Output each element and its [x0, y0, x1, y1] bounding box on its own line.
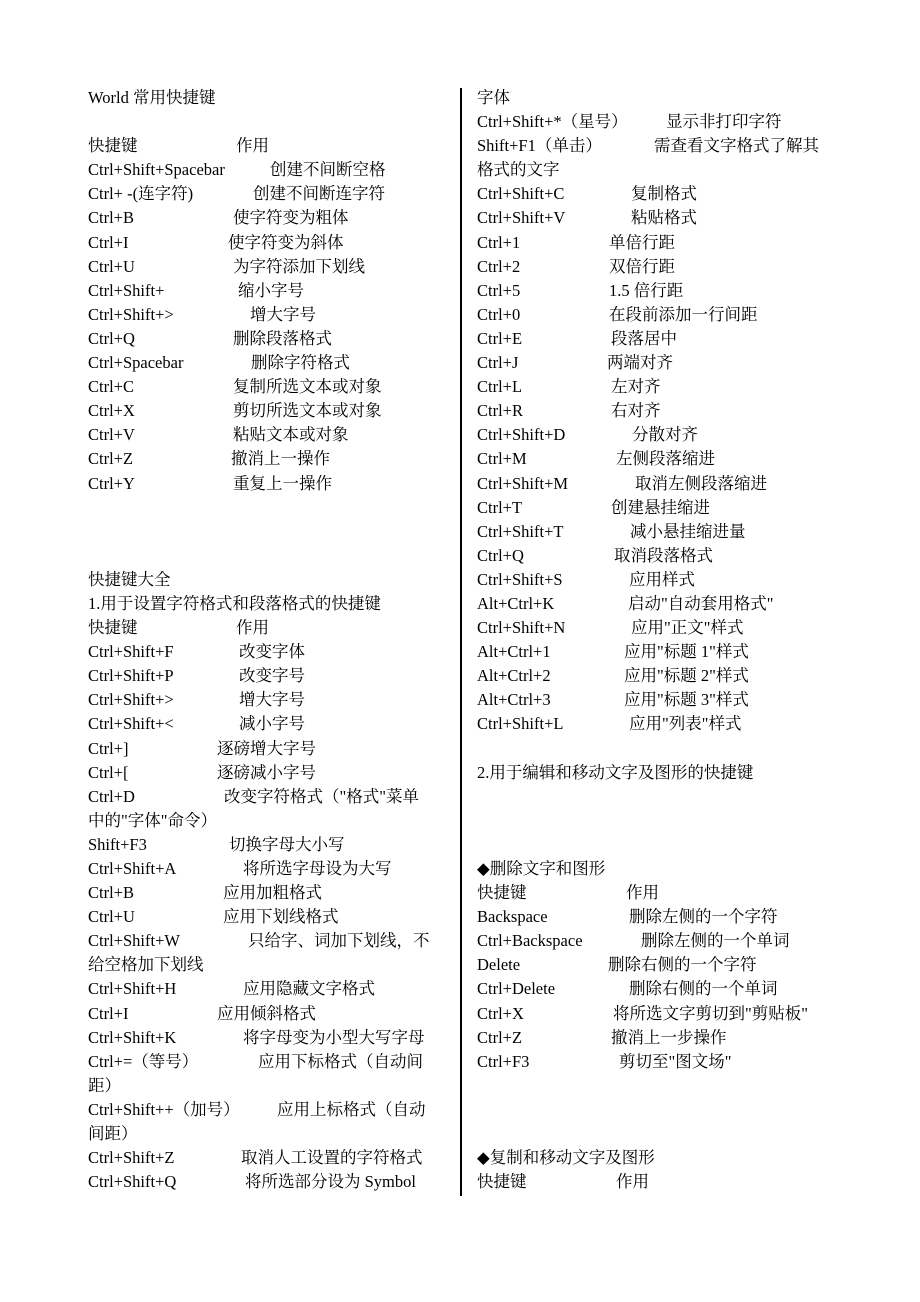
shortcut-key: Ctrl+Shift+F — [88, 642, 174, 662]
shortcut-description: 剪切至"图文场" — [619, 1051, 732, 1071]
shortcut-row — [477, 303, 857, 327]
shortcut-key: Alt+Ctrl+K — [477, 593, 555, 613]
shortcut-description: 应用隐藏文字格式 — [243, 979, 375, 999]
shortcut-row — [477, 688, 857, 712]
shortcut-row — [88, 351, 456, 375]
shortcut-row — [88, 881, 456, 905]
shortcut-row — [88, 737, 456, 761]
shortcut-key: Ctrl+1 — [477, 232, 521, 252]
shortcut-row — [88, 929, 456, 953]
shortcut-row — [477, 1050, 857, 1074]
shortcut-description: 逐磅减小字号 — [217, 762, 316, 782]
shortcut-row — [477, 496, 857, 520]
shortcut-description: 需查看文字格式了解其 — [654, 136, 819, 156]
shortcut-description: 删除右侧的一个字符 — [608, 955, 757, 975]
shortcut-key: Ctrl+B — [88, 208, 134, 228]
shortcut-description: 将字母变为小型大写字母 — [243, 1027, 425, 1047]
shortcut-key: Ctrl+U — [88, 907, 135, 927]
shortcut-key: Ctrl+D — [88, 786, 135, 806]
text-line: 字体 — [477, 88, 510, 107]
shortcut-key: Ctrl+] — [88, 738, 129, 758]
shortcut-key: Ctrl+=（等号） — [88, 1051, 199, 1071]
shortcut-row — [88, 664, 456, 688]
shortcut-row — [477, 568, 857, 592]
shortcut-description: 逐磅增大字号 — [217, 738, 316, 758]
shortcut-row — [477, 1170, 857, 1194]
shortcut-description: 只给字、词加下划线，不 — [248, 931, 430, 951]
shortcut-description: 粘贴格式 — [631, 208, 697, 228]
shortcut-description: 应用上标格式（自动 — [277, 1099, 426, 1119]
shortcut-key: Ctrl+Shift+P — [88, 666, 174, 686]
shortcut-key: Ctrl+Shift+T — [477, 521, 564, 541]
shortcut-description: 重复上一操作 — [233, 473, 332, 493]
shortcut-description: 在段前添加一行间距 — [609, 304, 758, 324]
shortcut-key: Ctrl+Shift+Spacebar — [88, 160, 225, 180]
shortcut-description: 段落居中 — [611, 328, 677, 348]
shortcut-row — [477, 977, 857, 1001]
shortcut-row — [477, 182, 857, 206]
shortcut-description: 使字符变为粗体 — [233, 208, 349, 228]
blank-line — [477, 1074, 857, 1098]
blank-line — [88, 496, 456, 520]
shortcut-row — [477, 351, 857, 375]
text-line: World 常用快捷键 — [88, 88, 216, 107]
shortcut-row — [88, 688, 456, 712]
shortcut-description: 取消左侧段落缩进 — [635, 473, 767, 493]
shortcut-key: Delete — [477, 955, 521, 975]
shortcut-row — [88, 833, 456, 857]
shortcut-key: Ctrl+U — [88, 256, 135, 276]
shortcut-row — [88, 472, 456, 496]
shortcut-description: 创建不间断连字符 — [253, 184, 385, 204]
blank-line — [88, 110, 456, 134]
shortcut-row — [88, 761, 456, 785]
shortcut-description: 减小字号 — [239, 714, 305, 734]
shortcut-description: 1.5 倍行距 — [609, 280, 684, 300]
shortcut-key: Ctrl+R — [477, 401, 523, 421]
shortcut-key: Ctrl+Shift+*（星号） — [477, 112, 628, 132]
shortcut-key: Ctrl+Shift+< — [88, 714, 174, 734]
text-line: ◆复制和移动文字及图形 — [477, 1148, 655, 1168]
shortcut-row — [477, 664, 857, 688]
shortcut-key: Ctrl+C — [88, 377, 134, 397]
shortcut-key: Ctrl+Shift+> — [88, 304, 174, 324]
shortcut-key: 快捷键 — [88, 136, 138, 156]
shortcut-row — [477, 134, 857, 158]
shortcut-description: 应用"标题 1"样式 — [624, 642, 749, 662]
shortcut-description: 分散对齐 — [632, 425, 698, 445]
shortcut-key: Ctrl+I — [88, 1003, 129, 1023]
shortcut-row — [477, 712, 857, 736]
shortcut-row — [88, 182, 456, 206]
shortcut-description: 切换字母大小写 — [229, 834, 345, 854]
shortcut-description: 复制所选文本或对象 — [233, 377, 382, 397]
shortcut-description: 作用 — [626, 883, 659, 903]
shortcut-row — [88, 905, 456, 929]
left-column — [88, 86, 456, 1194]
shortcut-description: 创建悬挂缩进 — [611, 497, 710, 517]
blank-line — [88, 544, 456, 568]
shortcut-key: Ctrl+Spacebar — [88, 353, 184, 373]
shortcut-row — [88, 206, 456, 230]
shortcut-description: 作用 — [616, 1172, 649, 1192]
blank-line — [477, 737, 857, 761]
shortcut-row — [477, 881, 857, 905]
shortcut-row — [477, 327, 857, 351]
shortcut-row — [88, 303, 456, 327]
text-line: 2.用于编辑和移动文字及图形的快捷键 — [477, 762, 754, 782]
shortcut-row — [477, 905, 857, 929]
shortcut-description: 应用"标题 2"样式 — [624, 666, 749, 686]
shortcut-row — [477, 447, 857, 471]
shortcut-key: Ctrl+Shift+Q — [88, 1172, 177, 1192]
shortcut-description: 缩小字号 — [238, 280, 304, 300]
shortcut-row — [477, 472, 857, 496]
shortcut-description: 两端对齐 — [607, 353, 673, 373]
shortcut-row — [477, 1002, 857, 1026]
shortcut-key: Ctrl+X — [477, 1003, 524, 1023]
shortcut-key: Ctrl+Backspace — [477, 931, 583, 951]
text-line: 1.用于设置字符格式和段落格式的快捷键 — [88, 593, 381, 613]
shortcut-description: 显示非打印字符 — [666, 112, 782, 132]
shortcut-description: 双倍行距 — [609, 256, 675, 276]
shortcut-row — [88, 857, 456, 881]
shortcut-row — [477, 255, 857, 279]
shortcut-key: Ctrl+Delete — [477, 979, 556, 999]
column-divider — [460, 88, 462, 1196]
shortcut-key: Ctrl+Z — [477, 1027, 523, 1047]
shortcut-description: 右对齐 — [611, 401, 661, 421]
shortcut-row — [88, 423, 456, 447]
shortcut-row — [88, 712, 456, 736]
shortcut-row — [477, 953, 857, 977]
shortcut-key: Ctrl+E — [477, 328, 523, 348]
blank-line — [477, 809, 857, 833]
shortcut-description: 粘贴文本或对象 — [233, 425, 349, 445]
shortcut-row — [88, 1170, 456, 1194]
shortcut-row — [88, 640, 456, 664]
shortcut-key: Ctrl+Shift+L — [477, 714, 564, 734]
shortcut-row — [88, 1026, 456, 1050]
shortcut-description: 左对齐 — [611, 377, 661, 397]
shortcut-key: Ctrl+F3 — [477, 1051, 530, 1071]
shortcut-row — [477, 110, 857, 134]
text-line: 快捷键大全 — [88, 569, 171, 589]
shortcut-key: Ctrl+Shift+D — [477, 425, 566, 445]
shortcut-key: Shift+F3 — [88, 834, 147, 854]
shortcut-key: Ctrl+M — [477, 449, 527, 469]
shortcut-description: 创建不间断空格 — [270, 160, 386, 180]
shortcut-row — [88, 134, 456, 158]
shortcut-row — [88, 785, 456, 809]
shortcut-description: 应用加粗格式 — [223, 883, 322, 903]
shortcut-description: 应用"正文"样式 — [631, 618, 744, 638]
shortcut-row — [88, 375, 456, 399]
shortcut-key: Ctrl+Shift+W — [88, 931, 180, 951]
shortcut-row — [88, 231, 456, 255]
shortcut-key: Ctrl+Shift+H — [88, 979, 177, 999]
shortcut-row — [477, 616, 857, 640]
shortcut-description: 增大字号 — [250, 304, 316, 324]
shortcut-row — [477, 375, 857, 399]
shortcut-row — [477, 929, 857, 953]
shortcut-description: 应用"标题 3"样式 — [624, 690, 749, 710]
shortcut-key: Ctrl+Z — [88, 449, 134, 469]
right-column — [477, 86, 857, 1194]
shortcut-key: Alt+Ctrl+3 — [477, 690, 551, 710]
shortcut-row — [477, 399, 857, 423]
text-line: ◆删除文字和图形 — [477, 859, 606, 878]
shortcut-key: Ctrl+[ — [88, 762, 129, 782]
shortcut-description: 删除左侧的一个单词 — [641, 931, 790, 951]
shortcut-row — [88, 1050, 456, 1074]
shortcut-row — [88, 1002, 456, 1026]
shortcut-row — [477, 423, 857, 447]
shortcut-row — [477, 279, 857, 303]
blank-line — [88, 520, 456, 544]
blank-line — [477, 833, 857, 857]
shortcut-description: 删除段落格式 — [233, 328, 332, 348]
shortcut-key: Alt+Ctrl+1 — [477, 642, 551, 662]
shortcut-key: Ctrl+Shift+ — [88, 280, 165, 300]
shortcut-row — [88, 447, 456, 471]
shortcut-key: Ctrl+L — [477, 377, 523, 397]
shortcut-key: Ctrl+Shift+Z — [88, 1148, 175, 1168]
shortcut-key: Ctrl+Y — [88, 473, 135, 493]
shortcut-row — [477, 520, 857, 544]
text-line: 中的"字体"命令） — [88, 810, 217, 830]
shortcut-description: 撤消上一操作 — [231, 449, 330, 469]
shortcut-key: Ctrl+Shift+> — [88, 690, 174, 710]
shortcut-description: 应用下划线格式 — [223, 907, 339, 927]
shortcut-row — [88, 977, 456, 1001]
shortcut-key: Ctrl+V — [88, 425, 135, 445]
shortcut-description: 删除左侧的一个字符 — [629, 907, 778, 927]
shortcut-key: Ctrl+Shift+K — [88, 1027, 177, 1047]
text-line: 距） — [88, 1075, 121, 1095]
shortcut-key: Ctrl+Shift+A — [88, 859, 177, 878]
shortcut-key: Ctrl+ -(连字符) — [88, 184, 194, 204]
shortcut-key: 快捷键 — [88, 618, 138, 638]
shortcut-description: 将所选文字剪切到"剪贴板" — [613, 1003, 808, 1023]
shortcut-description: 单倍行距 — [609, 232, 675, 252]
shortcut-description: 将所选字母设为大写 — [243, 859, 392, 878]
shortcut-row — [88, 327, 456, 351]
shortcut-description: 应用倾斜格式 — [217, 1003, 316, 1023]
shortcut-description: 增大字号 — [239, 690, 305, 710]
shortcut-description: 改变字符格式（"格式"菜单 — [224, 786, 419, 806]
shortcut-description: 撤消上一步操作 — [611, 1027, 727, 1047]
shortcut-key: Ctrl+I — [88, 232, 129, 252]
shortcut-description: 取消人工设置的字符格式 — [241, 1148, 423, 1168]
shortcut-key: Ctrl+J — [477, 353, 519, 373]
shortcut-description: 应用样式 — [629, 569, 695, 589]
shortcut-row — [88, 399, 456, 423]
shortcut-key: Backspace — [477, 907, 548, 927]
shortcut-key: Ctrl+Shift+M — [477, 473, 569, 493]
shortcut-description: 取消段落格式 — [614, 545, 713, 565]
shortcut-description: 作用 — [236, 136, 269, 156]
shortcut-description: 删除右侧的一个单词 — [629, 979, 778, 999]
shortcut-description: 将所选部分设为 Symbol — [245, 1172, 416, 1192]
shortcut-description: 复制格式 — [631, 184, 697, 204]
shortcut-description: 改变字号 — [239, 666, 305, 686]
shortcut-description: 改变字体 — [239, 642, 305, 662]
shortcut-key: Shift+F1（单击） — [477, 136, 602, 156]
shortcut-row — [477, 1026, 857, 1050]
shortcut-description: 启动"自动套用格式" — [628, 593, 774, 613]
shortcut-key: Ctrl+Q — [477, 545, 524, 565]
shortcut-row — [477, 206, 857, 230]
shortcut-key: Ctrl+Q — [88, 328, 135, 348]
shortcut-row — [88, 158, 456, 182]
shortcut-key: 快捷键 — [477, 1172, 527, 1192]
shortcut-key: Ctrl+Shift+C — [477, 184, 565, 204]
shortcut-key: Ctrl+Shift+V — [477, 208, 566, 228]
shortcut-description: 应用下标格式（自动间 — [258, 1051, 423, 1071]
shortcut-key: Ctrl+0 — [477, 304, 521, 324]
shortcut-key: Alt+Ctrl+2 — [477, 666, 551, 686]
shortcut-description: 为字符添加下划线 — [233, 256, 365, 276]
blank-line — [477, 785, 857, 809]
shortcut-key: Ctrl+Shift+S — [477, 569, 563, 589]
shortcut-key: 快捷键 — [477, 883, 527, 903]
shortcut-row — [88, 616, 456, 640]
shortcut-key: Ctrl+5 — [477, 280, 521, 300]
shortcut-row — [477, 544, 857, 568]
shortcut-description: 应用"列表"样式 — [629, 714, 742, 734]
shortcut-key: Ctrl+Shift+N — [477, 618, 566, 638]
shortcut-description: 作用 — [236, 618, 269, 638]
shortcut-description: 减小悬挂缩进量 — [630, 521, 746, 541]
shortcut-key: Ctrl+B — [88, 883, 134, 903]
shortcut-key: Ctrl+X — [88, 401, 135, 421]
shortcut-key: Ctrl+2 — [477, 256, 521, 276]
text-line: 给空格加下划线 — [88, 955, 204, 975]
shortcut-key: Ctrl+Shift++（加号） — [88, 1099, 240, 1119]
blank-line — [477, 1098, 857, 1122]
shortcut-row — [477, 640, 857, 664]
shortcut-row — [88, 1098, 456, 1122]
shortcut-description: 剪切所选文本或对象 — [233, 401, 382, 421]
shortcut-row — [477, 592, 857, 616]
blank-line — [477, 1122, 857, 1146]
shortcut-description: 使字符变为斜体 — [228, 232, 344, 252]
shortcut-key: Ctrl+T — [477, 497, 523, 517]
shortcut-description: 删除字符格式 — [251, 353, 350, 373]
text-line: 格式的文字 — [477, 160, 560, 180]
text-line: 间距） — [88, 1124, 138, 1144]
shortcut-row — [88, 279, 456, 303]
shortcut-row — [477, 231, 857, 255]
shortcut-row — [88, 255, 456, 279]
shortcut-row — [88, 1146, 456, 1170]
shortcut-description: 左侧段落缩进 — [616, 449, 715, 469]
